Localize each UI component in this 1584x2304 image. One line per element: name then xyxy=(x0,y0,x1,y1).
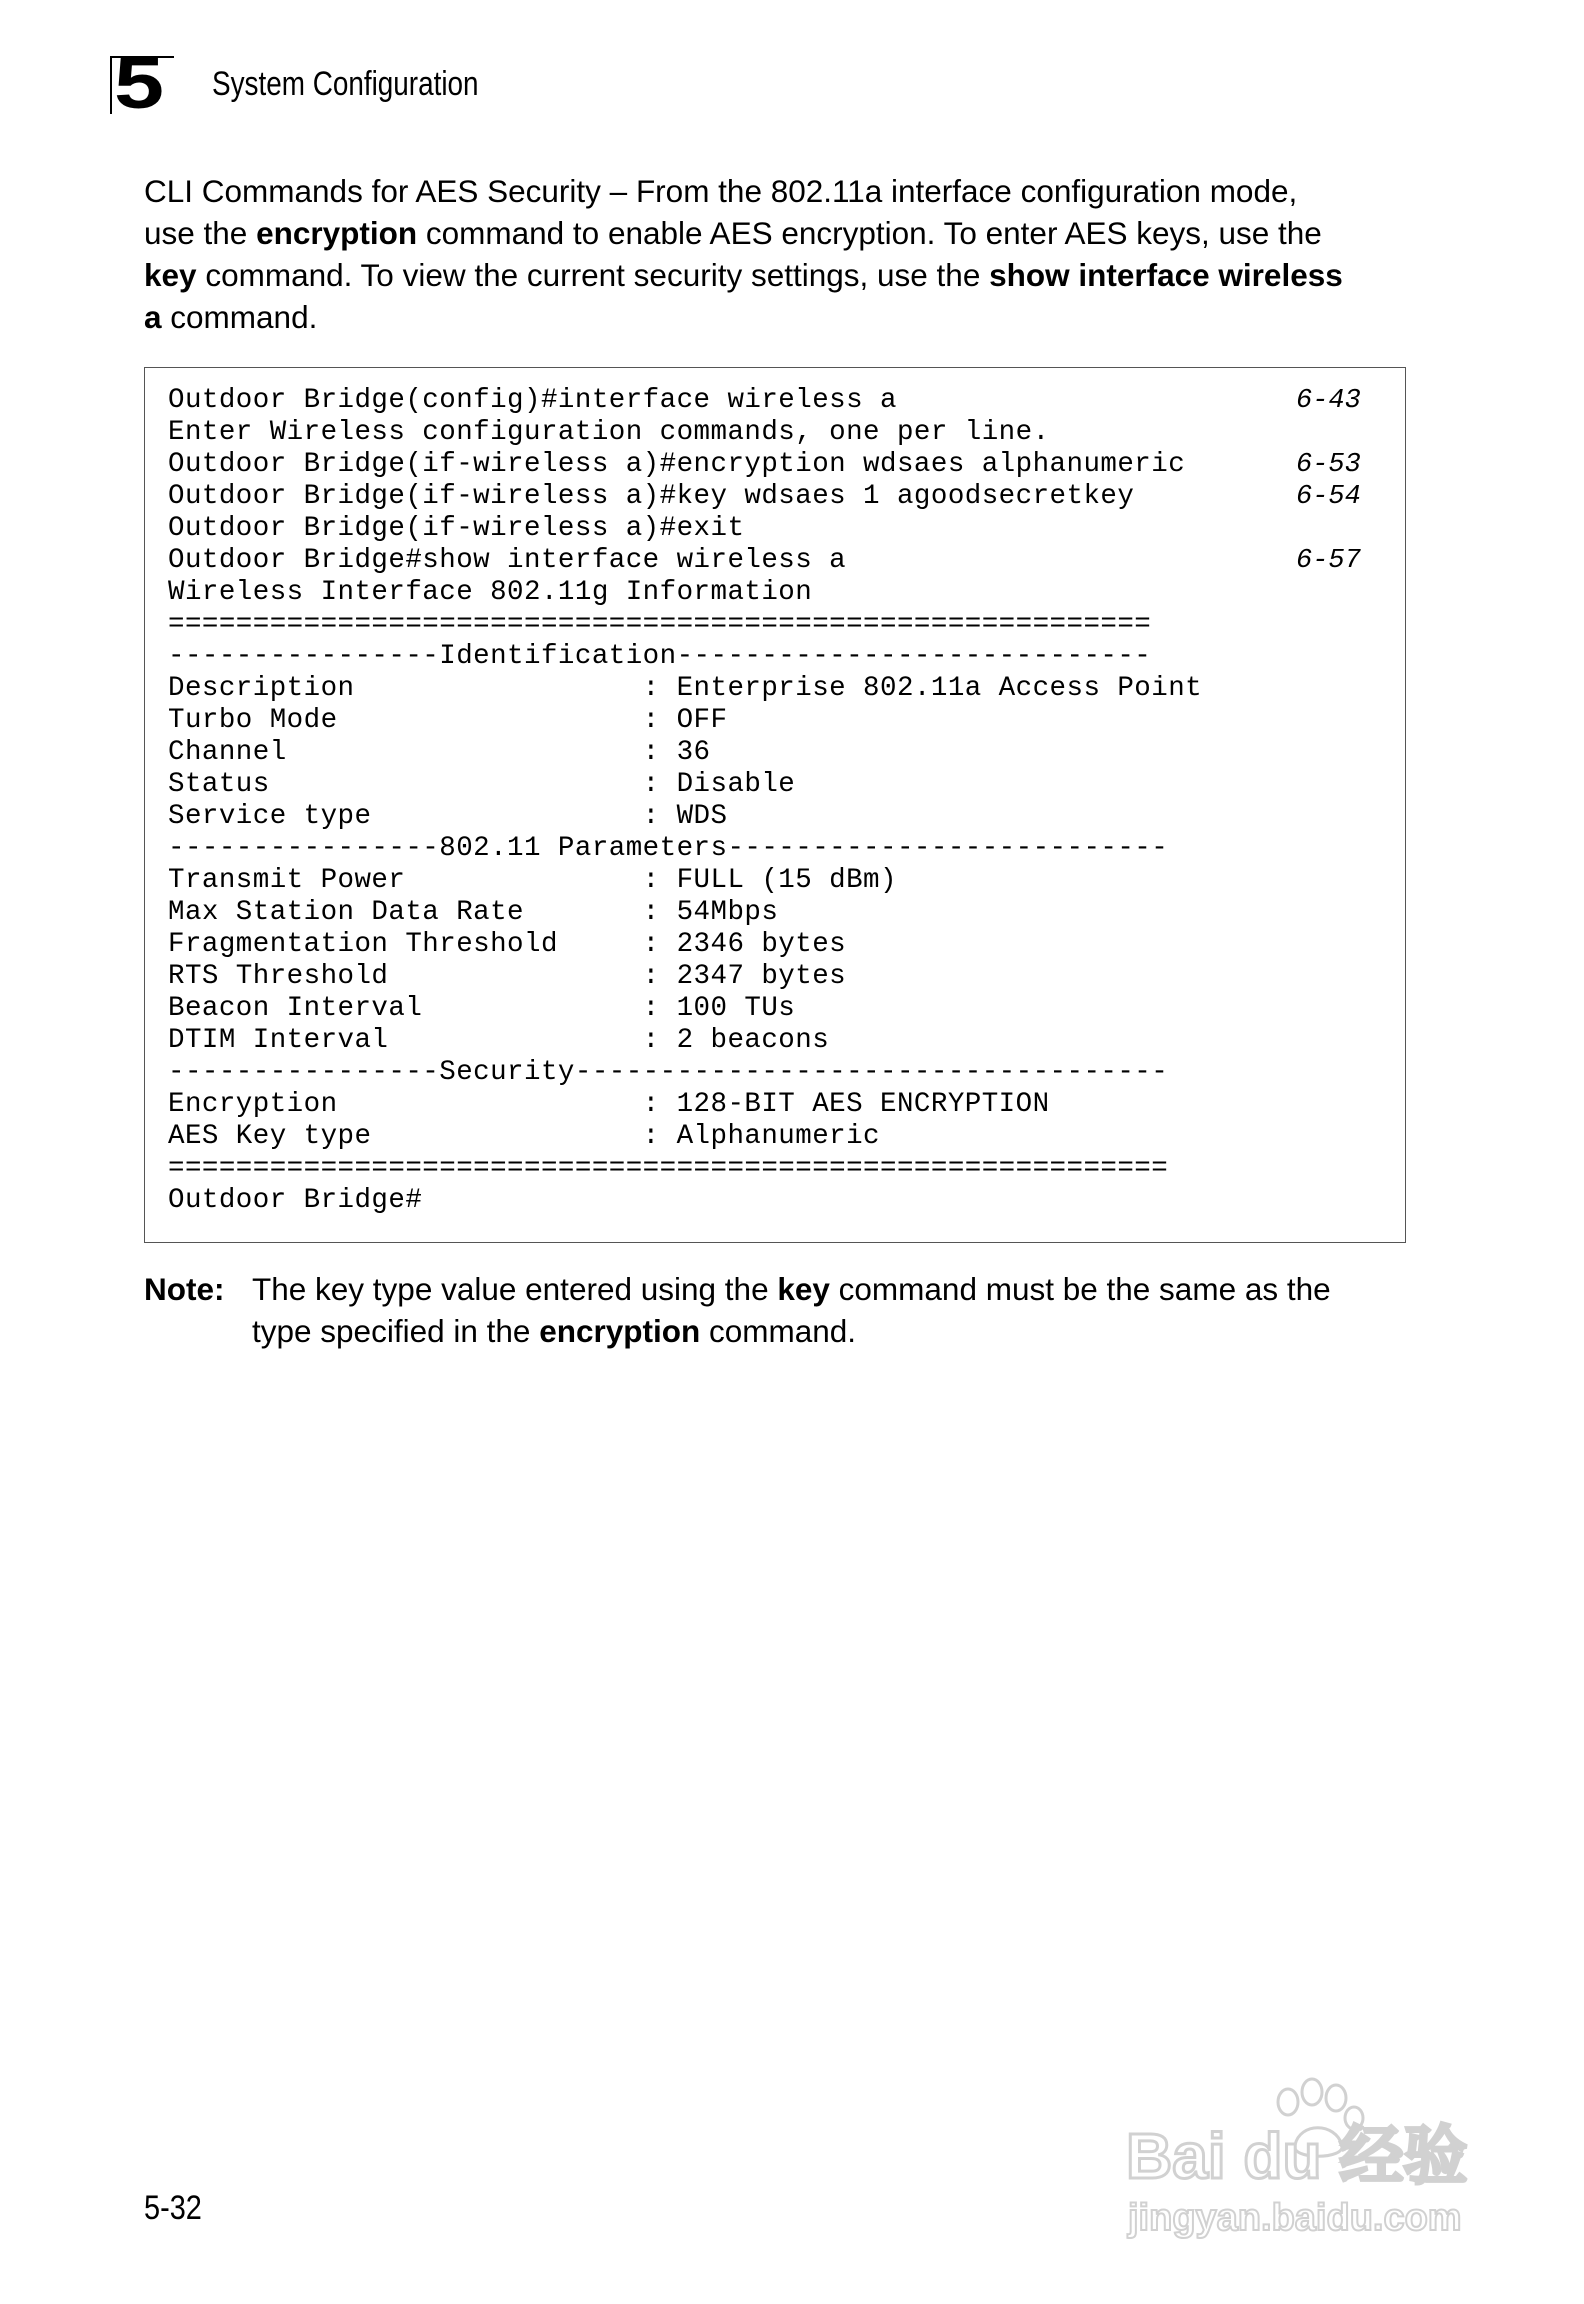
code-line: RTS Threshold : 2347 bytes xyxy=(168,961,847,992)
code-line: ----------------802.11 Parameters-------------------------- xyxy=(168,833,1169,864)
code-line: Transmit Power : FULL (15 dBm) xyxy=(168,865,897,896)
page-reference: 6-53 xyxy=(1296,450,1361,480)
code-line: Status : Disable xyxy=(168,769,796,800)
intro-text: command. xyxy=(161,299,318,335)
intro-text: use the xyxy=(144,215,257,251)
page-reference: 6-54 xyxy=(1296,482,1361,512)
cli-example-lines xyxy=(168,385,1202,1217)
intro-text: command. To view the current security settings, use the xyxy=(196,257,990,293)
code-line: ========================================================== xyxy=(168,609,1152,640)
code-line: Channel : 36 xyxy=(168,737,711,768)
code-line: DTIM Interval : 2 beacons xyxy=(168,1025,830,1056)
key-keyword: key xyxy=(777,1271,830,1307)
code-line: Description : Enterprise 802.11a Access Point xyxy=(168,673,1203,704)
note-text xyxy=(252,1268,1412,1352)
intro-text: command to enable AES encryption. To enter AES keys, use the xyxy=(417,215,1322,251)
code-line: Turbo Mode : OFF xyxy=(168,705,728,736)
note-text-part: The key type value entered using the xyxy=(252,1271,778,1307)
intro-line-3 xyxy=(144,254,1404,296)
code-line: Fragmentation Threshold : 2346 bytes xyxy=(168,929,847,960)
code-line: Enter Wireless configuration commands, one per line. xyxy=(168,417,1050,448)
baidu-jingyan-watermark-logo xyxy=(1120,2060,1500,2250)
intro-line-2 xyxy=(144,212,1404,254)
encryption-keyword: encryption xyxy=(539,1313,701,1349)
note-text-part: type specified in the xyxy=(252,1313,540,1349)
code-line: ----------------Identification---------------------------- xyxy=(168,641,1152,672)
code-line: Beacon Interval : 100 TUs xyxy=(168,993,796,1024)
code-line: Encryption : 128-BIT AES ENCRYPTION xyxy=(168,1089,1050,1120)
page-reference: 6-43 xyxy=(1296,386,1361,416)
code-line: Outdoor Bridge(config)#interface wireless a xyxy=(168,385,897,416)
intro-line-1: CLI Commands for AES Security – From the 802.11a interface configuration mode, xyxy=(144,173,1298,209)
code-line: Outdoor Bridge(if-wireless a)#key wdsaes 1 agoodsecretkey xyxy=(168,481,1135,512)
code-line: Wireless Interface 802.11g Information xyxy=(168,577,813,608)
note-text-part: command must be the same as the xyxy=(829,1271,1331,1307)
intro-paragraph xyxy=(144,170,1404,338)
note-line-2 xyxy=(252,1310,1412,1352)
code-line: Max Station Data Rate : 54Mbps xyxy=(168,897,779,928)
key-keyword: key xyxy=(144,257,197,293)
show-interface-keyword-end: a xyxy=(144,299,162,335)
page-number: 5-32 xyxy=(144,2189,202,2227)
chapter-title: System Configuration xyxy=(212,65,479,103)
code-line: Service type : WDS xyxy=(168,801,728,832)
watermark-url-text: jingyan.baidu.com xyxy=(1128,2197,1462,2239)
intro-line-4 xyxy=(144,296,1404,338)
code-line: Outdoor Bridge(if-wireless a)#exit xyxy=(168,513,745,544)
show-interface-keyword: show interface wireless xyxy=(989,257,1343,293)
watermark-brand-text: Bai du 经验 xyxy=(1126,2120,1468,2192)
code-line: =========================================================== xyxy=(168,1153,1169,1184)
code-line: ----------------Security----------------------------------- xyxy=(168,1057,1169,1088)
code-line: Outdoor Bridge# xyxy=(168,1185,423,1216)
code-line: Outdoor Bridge(if-wireless a)#encryption wdsaes alphanumeric xyxy=(168,449,1186,480)
encryption-keyword: encryption xyxy=(256,215,418,251)
code-line: AES Key type : Alphanumeric xyxy=(168,1121,881,1152)
note-label: Note: xyxy=(144,1271,225,1307)
note-line-1 xyxy=(252,1268,1412,1310)
note-text-part: command. xyxy=(700,1313,857,1349)
page-reference: 6-57 xyxy=(1296,546,1361,576)
code-line: Outdoor Bridge#show interface wireless a xyxy=(168,545,847,576)
chapter-number: 5 xyxy=(114,44,162,124)
